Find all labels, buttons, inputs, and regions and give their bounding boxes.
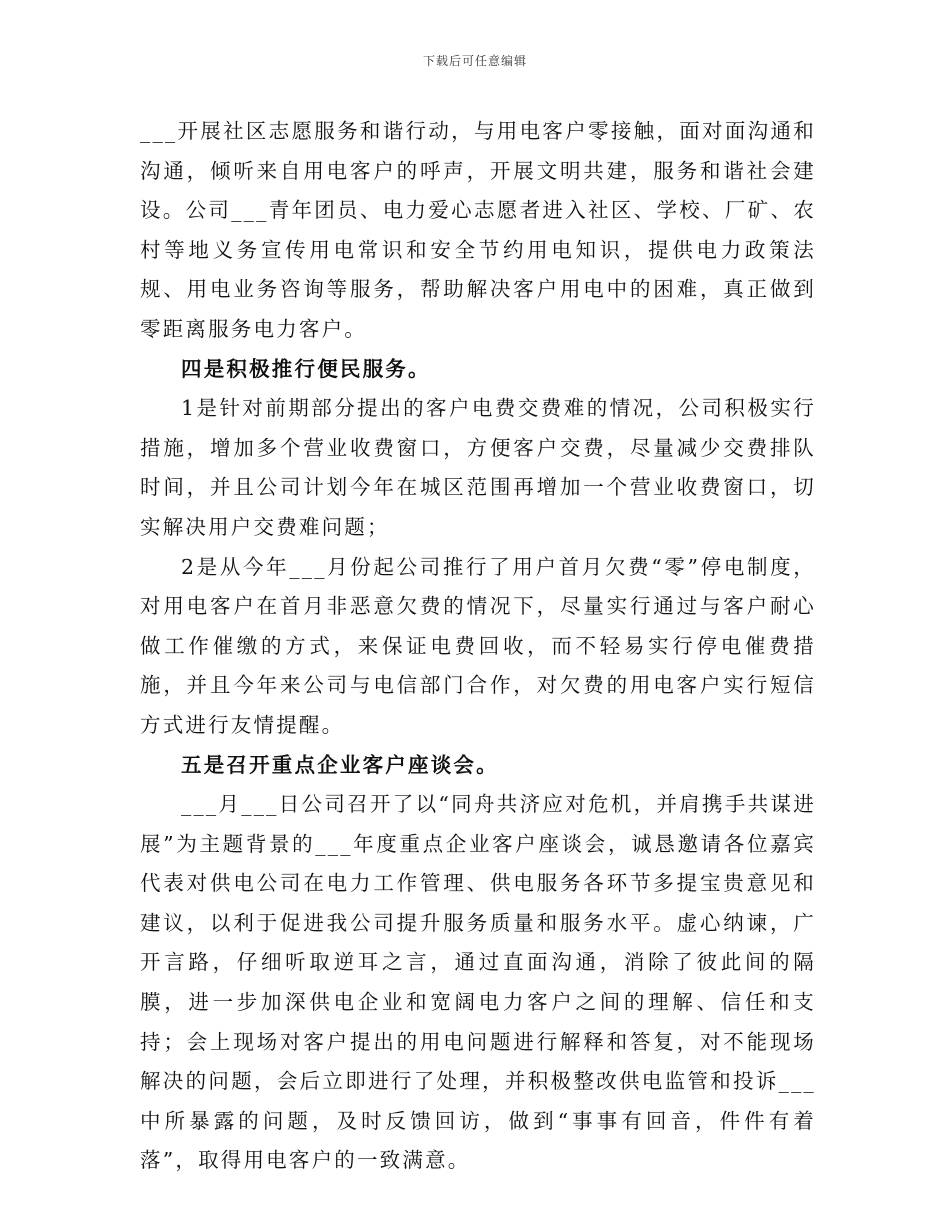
paragraph-payment-windows: 1是针对前期部分提出的客户电费交费难的情况，公司积极实行措施，增加多个营业收费窗口，方便客户交费，尽量减少交费排队时间，并且公司计划今年在城区范围再增加一个营业收费窗口，切实解决用户交费难问题；: [140, 396, 816, 539]
page-header: 下载后可任意编辑: [422, 54, 527, 68]
paragraph-zero-outage-policy: 2是从今年___月份起公司推行了用户首月欠费“零”停电制度，对用电客户在首月非恶意欠费的情况下，尽量实行通过与客户耐心做工作催缴的方式，来保证电费回收，而不轻易实行停电催费措施，并且今年来公司与电信部门合作，对欠费的用电客户实行短信方式进行友情提醒。: [140, 554, 816, 737]
paragraph-community-volunteer: ___开展社区志愿服务和谐行动，与用电客户零接触，面对面沟通和沟通，倾听来自用电客户的呼声，开展文明共建，服务和谐社会建设。公司___青年团员、电力爱心志愿者进入社区、学校、厂矿、农村等地义务宣传用电常识和安全节约用电知识，提供电力政策法规、用电业务咨询等服务，帮助解决客户用电中的困难，真正做到零距离服务电力客户。: [140, 119, 816, 341]
section-heading-convenience-service: 四是积极推行便民服务。: [181, 356, 431, 381]
document-body: [140, 112, 816, 1181]
paragraph-forum-details: ___月___日公司召开了以“同舟共济应对危机，并肩携手共谋进展”为主题背景的___年度重点企业客户座谈会，诚恳邀请各位嘉宾代表对供电公司在电力工作管理、供电服务各环节多提宝贵意见和建议，以利于促进我公司提升服务质量和服务水平。虚心纳谏，广开言路，仔细听取逆耳之言，通过直面沟通，消除了彼此间的隔膜，进一步加深供电企业和宽阔电力客户之间的理解、信任和支持；会上现场对客户提出的用电问题进行解释和答复，对不能现场解决的问题，会后立即进行了处理，并积极整改供电监管和投诉___中所暴露的问题，及时反馈回访，做到“事事有回音，件件有着落”，取得用电客户的一致满意。: [140, 792, 816, 1173]
section-heading-client-forum: 五是召开重点企业客户座谈会。: [181, 752, 499, 777]
